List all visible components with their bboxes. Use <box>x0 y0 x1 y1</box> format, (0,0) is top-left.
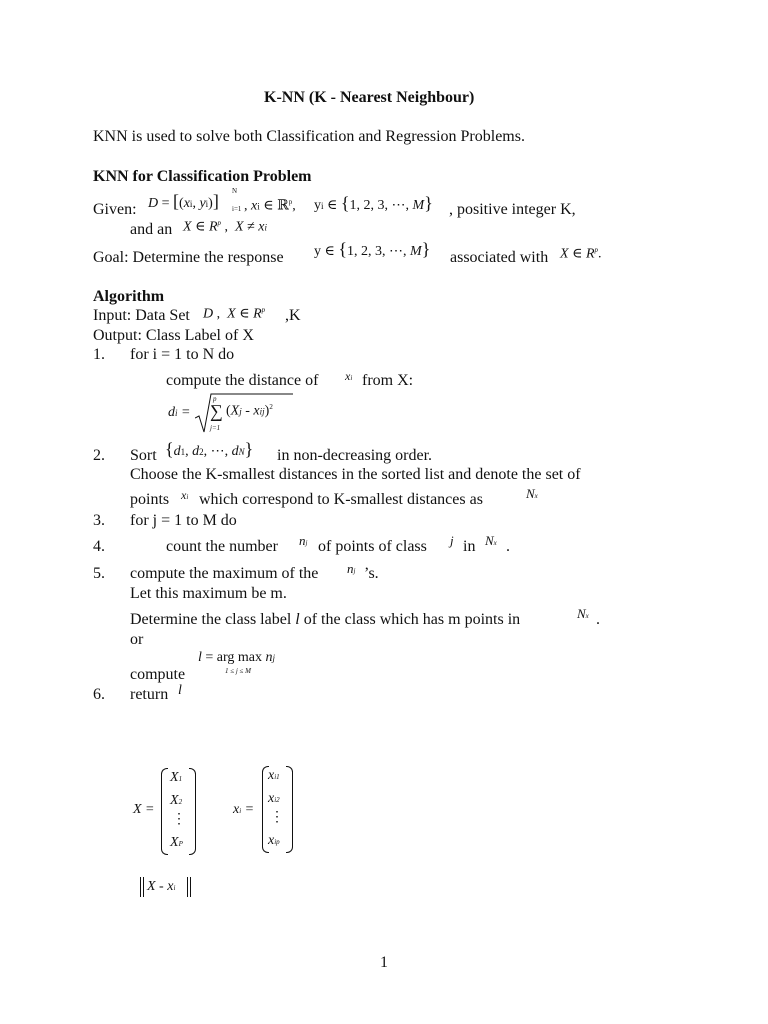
xi-symbol: xi <box>345 369 353 383</box>
vector-xi-label: xi = <box>233 802 255 817</box>
step-5-line-3-end: . <box>596 611 600 628</box>
argmax-formula: l = arg max nj <box>198 650 276 665</box>
vector-xi-paren-right <box>286 766 293 853</box>
nj-symbol: nj <box>347 561 356 576</box>
step-2-line-3-a: points <box>130 491 170 508</box>
step-6-text: return <box>130 686 169 703</box>
nx-symbol: Nx <box>485 533 497 548</box>
step-2-text-a: Sort <box>130 447 157 464</box>
l-symbol: l <box>178 683 182 698</box>
and-an-label: and an <box>130 221 173 238</box>
step-1-sub-b: from X: <box>362 372 414 389</box>
step-3-number: 3. <box>93 512 105 529</box>
goal-label: Goal: Determine the response <box>93 249 284 266</box>
algorithm-heading: Algorithm <box>93 288 165 305</box>
given-label: Given: <box>93 201 137 218</box>
step-5-line-3: Determine the class label l of the class which has m points in <box>130 611 521 628</box>
section-heading: KNN for Classification Problem <box>93 168 312 185</box>
distance-formula-lhs: di = <box>168 405 191 420</box>
vector-x-label: X = <box>133 802 155 817</box>
goal-y-set: y ∈ {1, 2, 3, ⋯, M} <box>314 239 431 259</box>
page-title: K-NN (K - Nearest Neighbour) <box>264 89 475 106</box>
given-y-set: yi ∈ {1, 2, 3, ⋯, M} <box>314 193 433 213</box>
step-5-text-b: ’s. <box>364 565 379 582</box>
step-1-sub-a: compute the distance of <box>166 372 319 389</box>
step-2-number: 2. <box>93 447 105 464</box>
step-2-text-b: in non-decreasing order. <box>277 447 433 464</box>
step-2-line-3-b: which correspond to K-smallest distances as <box>199 491 483 508</box>
vector-x-paren-right <box>189 768 196 855</box>
xi-symbol: xi <box>181 488 189 502</box>
j-symbol: j <box>450 533 454 548</box>
page-number: 1 <box>380 954 388 971</box>
x-in-rp-formula: X ∈ $R^p$ , X ≠ xi <box>183 219 267 235</box>
step-5-compute: compute <box>130 666 186 683</box>
step-5-number: 5. <box>93 565 105 582</box>
goal-x-formula: X ∈ $R^p$. <box>560 246 602 262</box>
given-tail: , positive integer K, <box>449 201 576 218</box>
step-5-or: or <box>130 631 144 648</box>
step-4-text-a: count the number <box>166 538 278 555</box>
distance-set: {d1, d2, ⋯, dN} <box>165 439 254 459</box>
input-label: Input: Data Set <box>93 307 190 324</box>
sum-symbol: ∑ <box>210 401 223 421</box>
norm-expression: X - xi <box>147 879 176 894</box>
step-4-number: 4. <box>93 538 105 555</box>
step-6-number: 6. <box>93 686 105 703</box>
step-1-number: 1. <box>93 346 105 363</box>
nx-symbol: Nx <box>526 486 538 501</box>
step-5-line-2: Let this maximum be m. <box>130 585 287 602</box>
given-x-in-rp: , xi ∈ ℝ$^p$, <box>244 198 296 214</box>
distance-formula-body: (Xj - xij)$^2$ <box>226 403 273 419</box>
given-dataset-formula: D = [(xi, yi)] <box>148 191 219 211</box>
output-line: Output: Class Label of X <box>93 327 254 344</box>
step-4-text-d: . <box>506 538 510 555</box>
goal-tail: associated with <box>450 249 549 266</box>
nj-symbol: nj <box>299 533 308 548</box>
input-tail: ,K <box>285 307 301 324</box>
nx-symbol: Nx <box>577 606 589 621</box>
input-formula: D , X ∈ $R^p$ <box>203 306 266 322</box>
step-4-text-c: in <box>463 538 476 555</box>
step-5-text-a: compute the maximum of the <box>130 565 319 582</box>
vector-x-paren-left <box>161 768 168 855</box>
step-1-text: for i = 1 to N do <box>130 346 235 363</box>
intro-text: KNN is used to solve both Classification and Regression Problems. <box>93 128 525 145</box>
step-2-line-2: Choose the K-smallest distances in the sorted list and denote the set of <box>130 466 581 483</box>
step-3-text: for j = 1 to M do <box>130 512 237 529</box>
step-4-text-b: of points of class <box>318 538 427 555</box>
